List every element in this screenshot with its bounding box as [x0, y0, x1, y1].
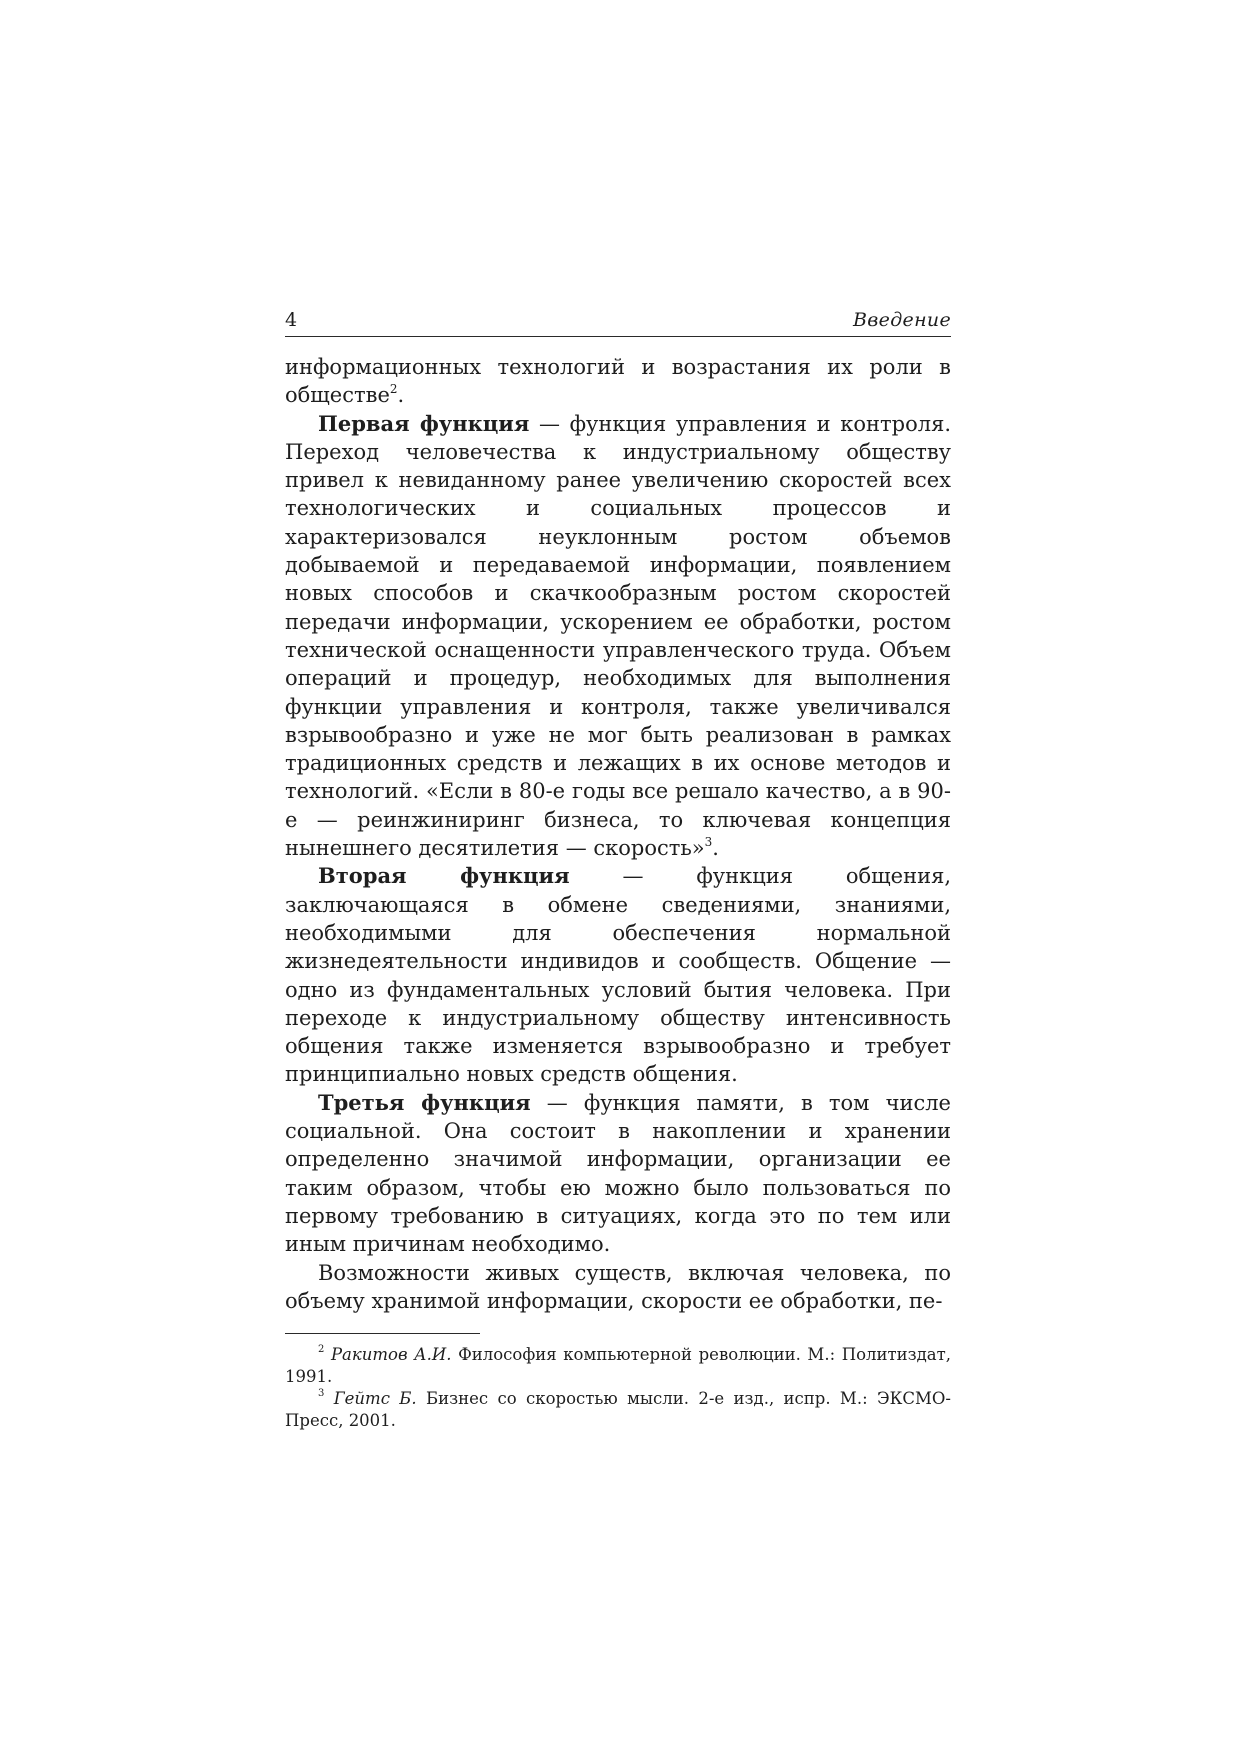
term-second-function: Вторая функция — [318, 863, 570, 889]
body-text — [285, 353, 951, 1315]
paragraph-tail: . — [397, 383, 405, 408]
page-number: 4 — [285, 309, 298, 331]
section-title: Введение — [853, 309, 951, 331]
paragraph-text: — функция памяти, в том числе социальной. Она состоит в накоплении и хранении определенно значимой информации, организации ее таким образом, чтобы ею можно было пользоваться по первому требованию в ситуациях, когда это по тем или иным причинам необходимо. — [285, 1090, 951, 1257]
footnote-author: Гейтс Б. — [333, 1389, 417, 1409]
book-page — [285, 308, 951, 1432]
paragraph-text: Возможности живых существ, включая человека, по объему хранимой информации, скорости ее обработки, пе- — [285, 1260, 951, 1313]
paragraph-living-beings — [285, 1259, 951, 1316]
paragraph-first-function — [285, 410, 951, 863]
paragraph-text: — функция управления и контроля. Переход человечества к индустриальному обществу привел к невиданному ранее увеличению скоростей всех технологических и социальных процессов и характеризовался неуклонным ростом объемов добываемой и передаваемой информации, появлением новых способов и скачкообразным ростом скоростей передачи информации, ускорением ее обработки, ростом технической оснащенности управленческого труда. Объем операций и процедур, необходимых для выполнения функции управления и контроля, также увеличивался взрывообразно и уже не мог быть реализован в рамках традиционных средств и лежащих в их основе методов и технологий. «Если в 80-е годы все решало качество, а в 90-е — реинжиниринг бизнеса, то ключевая концепция нынешнего десятилетия — скорость» — [285, 411, 952, 861]
footnote-mark: 3 — [318, 1387, 325, 1399]
running-header — [285, 308, 951, 337]
paragraph-tail: . — [712, 836, 719, 861]
footnotes — [285, 1344, 951, 1432]
footnote-item — [285, 1388, 951, 1432]
paragraph-second-function — [285, 862, 951, 1088]
term-third-function: Третья функция — [318, 1089, 531, 1115]
footnote-ref: 2 — [389, 382, 398, 397]
footnote-text: Бизнес со скоростью мысли. 2-е изд., испр. М.: ЭКСМО-Пресс, 2001. — [285, 1389, 951, 1431]
footnote-mark: 2 — [318, 1343, 325, 1355]
paragraph-third-function — [285, 1089, 951, 1259]
footnote-item — [285, 1344, 951, 1388]
paragraph-text: — функция общения, заключающаяся в обмене сведениями, знаниями, необходимыми для обеспечения нормальной жизнедеятельности индивидов и сообществ. Общение — одно из фундаментальных условий бытия человека. При переходе к индустриальному обществу интенсивность общения также изменяется взрывообразно и требует принципиально новых средств общения. — [285, 864, 951, 1087]
paragraph-text: информационных технологий и возрастания их роли в обществе — [285, 355, 951, 408]
footnote-author: Ракитов А.И. — [330, 1345, 452, 1365]
footnote-divider — [285, 1333, 480, 1334]
paragraph-continuation — [285, 353, 951, 410]
term-first-function: Первая функция — [318, 410, 530, 436]
footnote-ref: 3 — [704, 835, 713, 850]
footnote-text: Философия компьютерной революции. М.: Политиздат, 1991. — [285, 1345, 951, 1387]
